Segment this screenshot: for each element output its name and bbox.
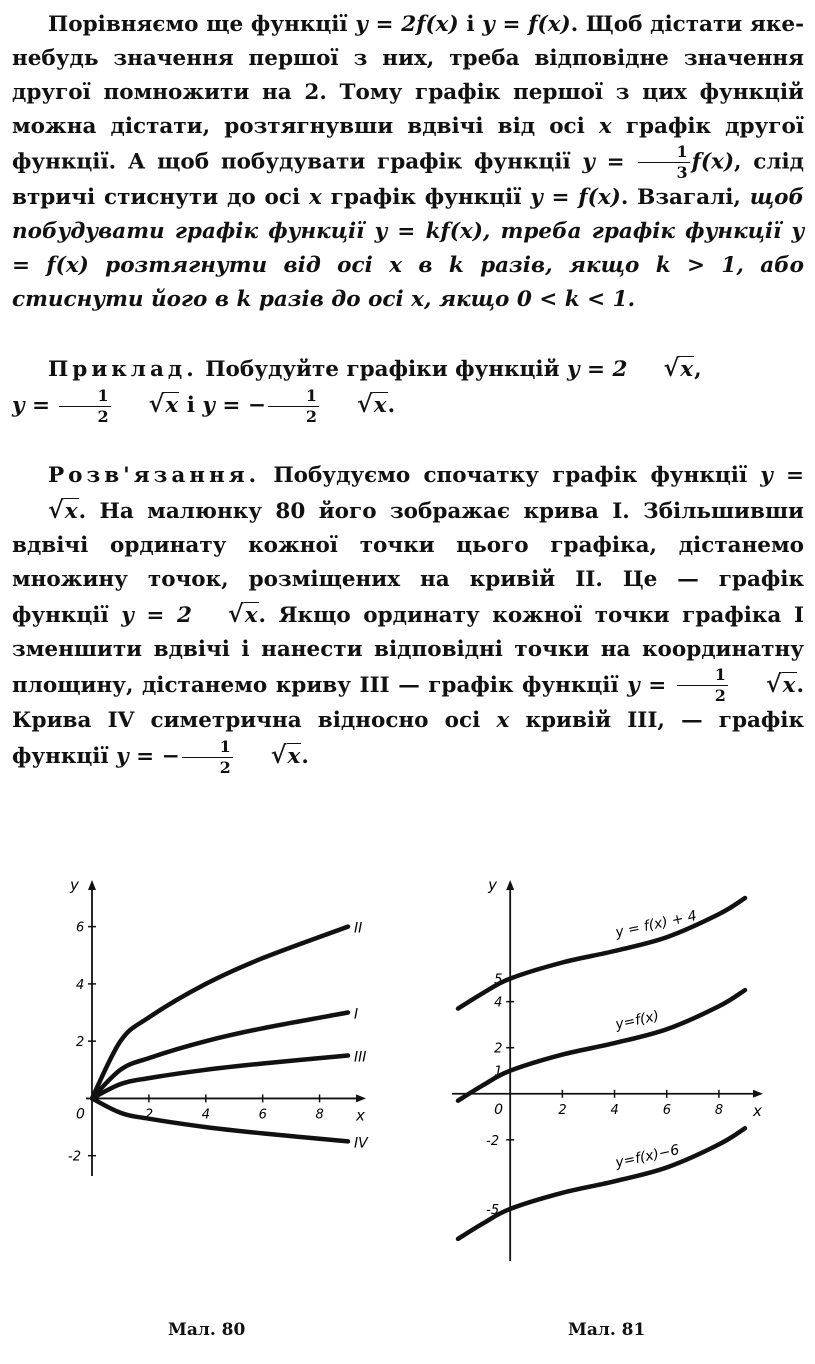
x-tick-label: 6: [258, 1107, 267, 1123]
p3-text-2: . На малюнку 80 його зображає крива I. Збільшивши вдвічі ординату кожної точки цього графіка, дістанемо множину точок, розміщених на кривій II. Це — графік функції: [12, 498, 804, 628]
p1-rule-emphasis: щоб побудувати графік функції y = kf(x), треба графік функції y = f(x) розтягнути від осі x в k разів, якщо k > 1, або стиснути його в k разів до осі x, якщо 0 < k < 1.: [12, 185, 805, 312]
y-tick-label: 2: [494, 1041, 503, 1057]
series-line: [92, 927, 348, 1099]
series-label: II: [354, 920, 363, 937]
series-line: [92, 1013, 348, 1099]
p1-text-4: графік другої функції. А щоб побудувати графік функції: [12, 114, 804, 175]
x-tick-label: 4: [610, 1102, 619, 1118]
series-label: IV: [354, 1135, 368, 1152]
series-label: y=f(x): [614, 1008, 661, 1034]
figure-81: [440, 860, 790, 1280]
x-axis-arrow: [356, 1094, 366, 1102]
solution-label: Розв'язання.: [48, 462, 261, 488]
radicand: x: [287, 744, 301, 769]
fraction-numerator: 1: [268, 388, 319, 407]
radicand: x: [680, 357, 694, 382]
fraction-numerator: 1: [182, 739, 233, 758]
y-tick-label: 4: [76, 977, 85, 993]
x-tick-label: 6: [662, 1102, 672, 1118]
p3-text-5: кривій III, — графік функції: [12, 708, 804, 769]
p3-fraction-2: [182, 736, 233, 777]
p3-formula-2: y = 2: [121, 602, 192, 628]
spacer: [12, 317, 804, 351]
sqrt-6: √x: [765, 668, 796, 698]
p3-formula-5: y = −: [116, 744, 180, 769]
fraction-denominator: 2: [97, 406, 109, 426]
p1-text-6: графік функції: [321, 185, 531, 210]
figure-81-caption: Мал. 81: [568, 1320, 646, 1340]
y-tick-label: 6: [76, 920, 85, 936]
sqrt-7: √x: [270, 740, 301, 769]
y-tick-label: 2: [76, 1035, 85, 1051]
spacer: [12, 425, 804, 459]
x-tick-label: 8: [315, 1107, 324, 1123]
sqrt-3: √x: [357, 389, 387, 418]
p2-formula-2: y =: [12, 393, 58, 418]
y-tick-label: 1: [494, 1064, 503, 1080]
y-tick-label: 4: [494, 995, 503, 1011]
p3-fraction-1: [677, 667, 728, 704]
series-label: I: [354, 1006, 359, 1023]
y-axis-label: y: [488, 876, 498, 894]
x-tick-label: 2: [144, 1107, 154, 1123]
p1-formula-1: y = 2f(x): [355, 12, 459, 37]
p2-sep-2: і: [179, 393, 203, 418]
radicand: x: [64, 498, 78, 524]
p2-formula-3: y = −: [202, 393, 266, 418]
p1-formula-4b: f(x): [691, 149, 734, 175]
fraction-numerator: 1: [59, 388, 110, 407]
radicand: x: [165, 393, 179, 418]
paragraph-example: [12, 351, 804, 425]
series-line: [458, 898, 745, 1009]
radicand: x: [782, 672, 796, 698]
p1-var-x-2: x: [309, 185, 322, 210]
sqrt-4: √x: [48, 494, 78, 524]
p3-formula-1: y =: [760, 462, 804, 488]
p2-sep-1: ,: [694, 357, 702, 382]
p1-text-7: . Взагалі,: [620, 185, 750, 210]
figure-80: [30, 860, 390, 1220]
radicand: x: [244, 602, 258, 628]
p2-fraction-1: [59, 385, 110, 426]
p2-end: .: [387, 393, 396, 418]
p3-formula-3: y =: [627, 672, 675, 698]
p1-formula-2: y = f(x): [482, 12, 571, 37]
x-axis-arrow: [753, 1090, 763, 1098]
p1-text-1: Порівняємо ще функції: [48, 12, 356, 37]
y-tick-label: -5: [486, 1202, 500, 1218]
p3-text-4: . Крива IV симетрична відносно осі: [12, 672, 804, 733]
x-axis-label: x: [356, 1106, 365, 1125]
sqrt-2: √x: [148, 389, 179, 418]
text-body: [12, 8, 804, 776]
y-tick-label: 5: [494, 972, 503, 988]
p3-var-x: x: [496, 708, 510, 733]
series-line: [92, 1098, 348, 1141]
fraction-numerator: 1: [677, 667, 728, 686]
fraction-denominator: 2: [219, 757, 231, 777]
fraction-denominator: 3: [676, 163, 688, 182]
sqrt-1: √x: [663, 353, 694, 382]
x-tick-label: 8: [714, 1102, 724, 1118]
p1-text-5: , слід втричі стиснути до осі: [12, 149, 804, 210]
p1-text-3: . Щоб дістати яке-небудь значення першої з них, треба відповідне значення другої помножити на 2. Тому графік першої з цих функцій можна дістати, розтягнувши вдвічі від осі: [12, 12, 804, 139]
p1-var-x: x: [598, 114, 612, 139]
figure-80-caption: Мал. 80: [168, 1320, 246, 1340]
y-tick-label: -2: [68, 1149, 81, 1165]
origin-label: 0: [76, 1106, 85, 1123]
y-axis-arrow: [88, 880, 96, 890]
p1-formula-4a: y =: [582, 149, 637, 175]
p2-text-1: Побудуйте графіки функцій: [197, 357, 568, 382]
origin-label: 0: [494, 1101, 504, 1118]
example-label: Приклад.: [48, 357, 198, 382]
p3-text-1: Побудуємо спочатку графік функції: [260, 462, 761, 488]
series-label: y = f(x) + 4: [614, 908, 699, 941]
p1-text-2: і: [458, 12, 483, 37]
p2-formula-1: y = 2: [567, 357, 628, 382]
p3-end: .: [301, 744, 309, 769]
series-line: [92, 1056, 348, 1099]
series-label: y=f(x)−6: [614, 1142, 681, 1172]
p1-formula-6: y = f(x): [530, 185, 621, 210]
paragraph-solution: [12, 459, 804, 776]
x-tick-label: 2: [558, 1102, 567, 1118]
sqrt-5: √x: [227, 598, 258, 628]
fraction-numerator: 1: [638, 144, 689, 163]
y-axis-label: y: [70, 876, 79, 894]
fraction-denominator: 2: [714, 686, 726, 705]
x-tick-label: 4: [201, 1107, 211, 1123]
p2-fraction-2: [268, 385, 319, 426]
p1-fraction: [638, 144, 689, 181]
p3-text-3: . Якщо ординату кожної точки графіка I зменшити вдвічі і нанести відповідні точки на координатну площину, дістанемо криву III — графік функції: [12, 602, 804, 698]
radicand: x: [373, 393, 387, 418]
x-axis-label: x: [753, 1101, 762, 1120]
series-label: III: [354, 1049, 367, 1066]
y-tick-label: -2: [486, 1133, 500, 1149]
y-axis-arrow: [506, 880, 514, 890]
fraction-denominator: 2: [305, 406, 318, 426]
paragraph-1: [12, 8, 804, 317]
series-line: [458, 1128, 745, 1239]
